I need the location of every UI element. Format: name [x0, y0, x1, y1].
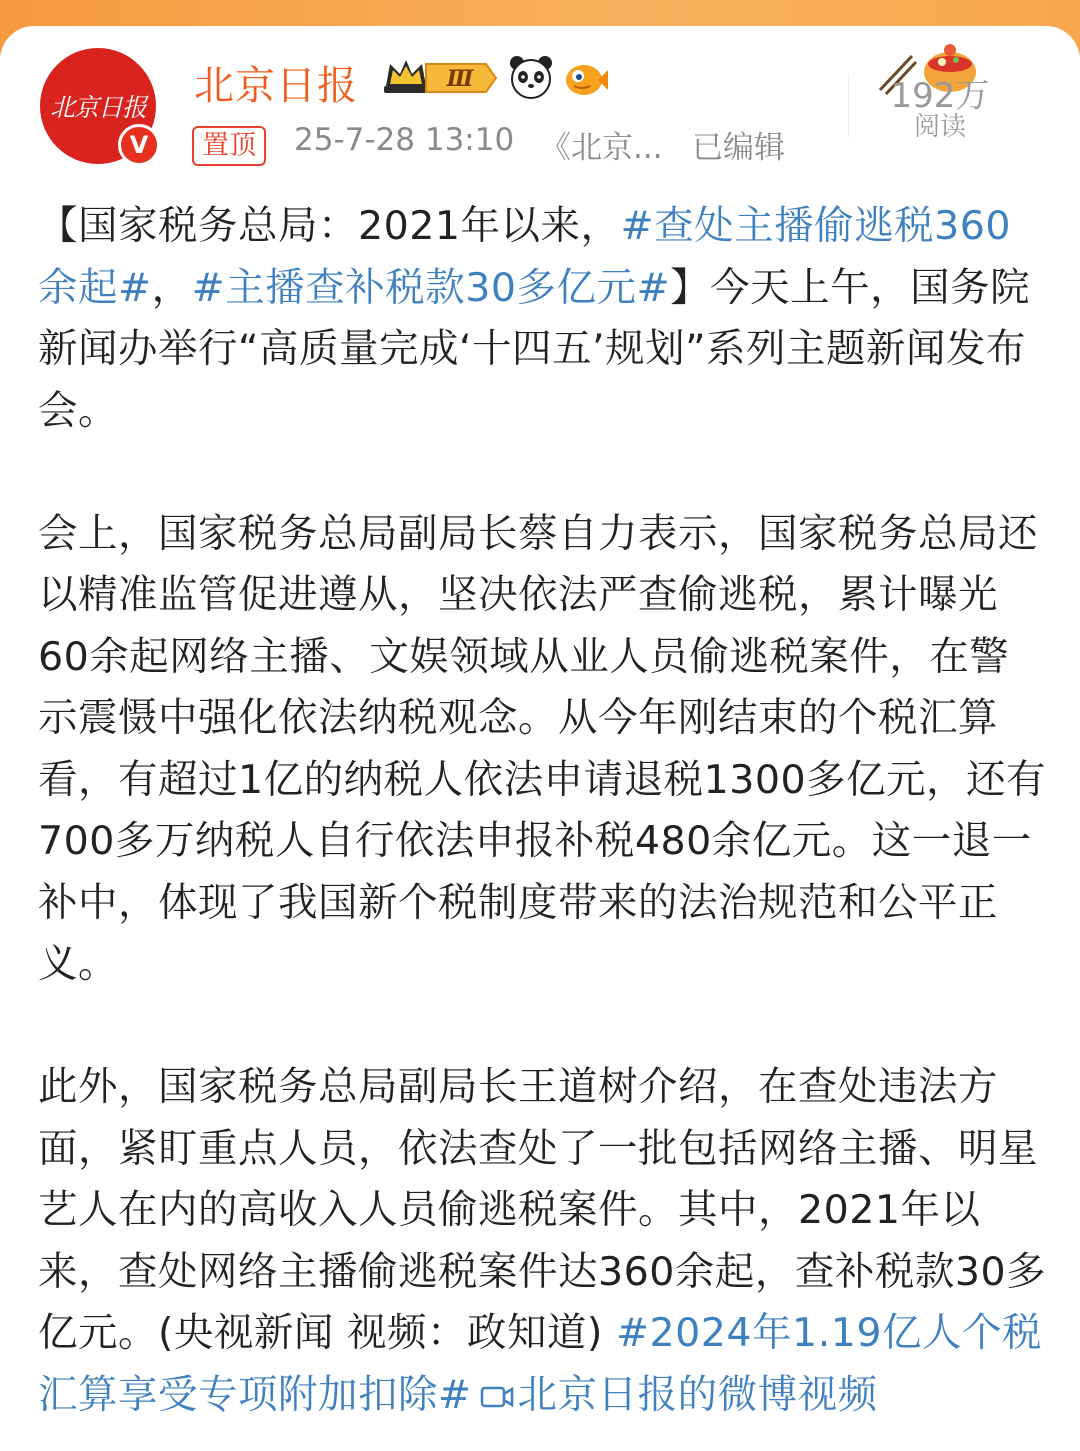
read-count: 192万 — [890, 76, 990, 116]
avatar-logo-text: 北京日报 — [49, 93, 146, 122]
edited-label[interactable]: 已编辑 — [692, 130, 785, 166]
post-body — [38, 196, 1048, 1451]
video-link[interactable] — [472, 1372, 878, 1418]
video-icon — [480, 1383, 514, 1411]
post-text: 此外，国家税务总局副局长王道树介绍，在查处违法方面，紧盯重点人员，依法查处了一批包括网络主播、明星艺人在内的高收入人员偷逃税案件。其中，2021年以来，查处网络主播偷逃税案件达360余起，查补税款30多亿元。(央视新闻 视频：政知道) — [38, 1064, 1047, 1356]
post-text: 【国家税务总局：2021年以来， — [38, 203, 621, 249]
level-numeral: Ⅲ — [446, 66, 474, 92]
panda-icon — [508, 54, 554, 100]
post-timestamp: 25-7-28 13:10 — [294, 122, 515, 158]
post-paragraph-1 — [38, 196, 1048, 442]
hashtag-link[interactable]: #查处主播偷逃税360余起# — [38, 203, 1012, 311]
member-level-badge-icon[interactable] — [382, 56, 498, 98]
post-source[interactable]: 《北京... — [540, 130, 663, 166]
goldfish-icon — [562, 56, 608, 100]
account-name[interactable]: 北京日报 — [194, 63, 358, 109]
video-link-label: 北京日报的微博视频 — [517, 1371, 878, 1418]
post-text: ， — [151, 264, 192, 311]
hashtag-link[interactable]: #2024年1.19亿人个税汇算享受专项附加扣除# — [38, 1310, 1043, 1418]
weibo-post-card — [0, 26, 1080, 1451]
divider — [848, 74, 849, 138]
post-paragraph-2: 会上，国家税务总局副局长蔡自力表示，国家税务总局还以精准监管促进遵从，坚决依法严查偷逃税，累计曝光60余起网络主播、文娱领域从业人员偷逃税案件，在警示震慑中强化依法纳税观念。从今年刚结束的个税汇算看，有超过1亿的纳税人依法申请退税1300多亿元，还有700多万纳税人自行依法申报补税480余亿元。这一退一补中，体现了我国新个税制度带来的法治规范和公平正义。 — [38, 510, 1047, 987]
hashtag-link[interactable]: #主播查补税款30多亿元# — [191, 264, 671, 311]
post-text: 】今天上午，国务院新闻办举行“高质量完成‘十四五’规划”系列主题新闻发布会。 — [38, 264, 1031, 434]
verified-badge-icon: V — [118, 124, 160, 166]
pinned-badge: 置顶 — [192, 126, 266, 166]
read-count-label: 阅读 — [913, 112, 966, 142]
post-paragraph-3 — [38, 1057, 1048, 1426]
